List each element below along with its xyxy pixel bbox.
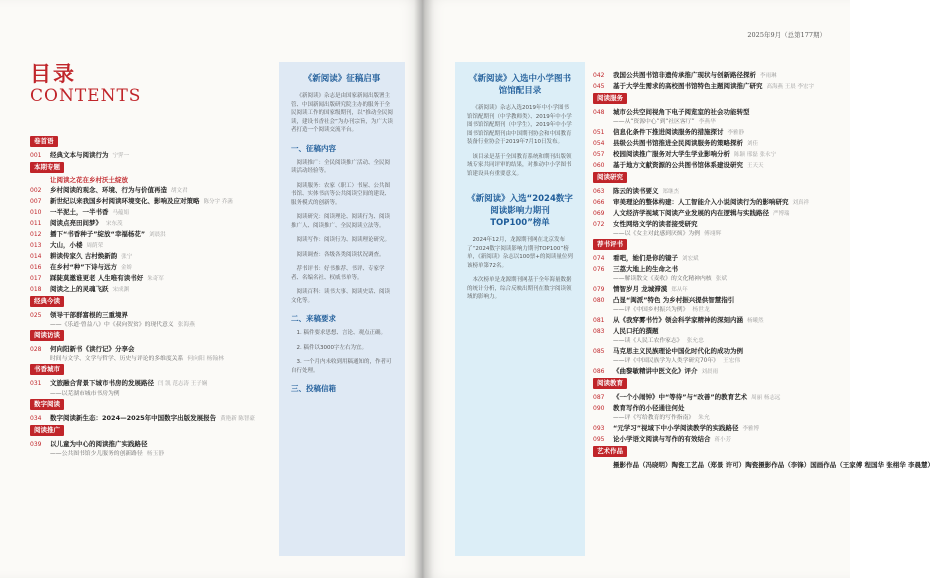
toc-entry: [593, 316, 821, 326]
toc-entry: [30, 345, 274, 354]
entry-author: 金娇: [121, 265, 133, 271]
entry-title: 以儿童为中心的阅读推广实践路径: [50, 440, 148, 448]
toc-entry: [30, 414, 274, 424]
entry-title: 乡村阅读的观念、环境、行为与价值再造: [50, 186, 167, 194]
page-number: 048: [593, 109, 605, 116]
entry-author: 刘晨雨: [701, 369, 719, 375]
page-number: 002: [30, 187, 42, 194]
section-header-row: [30, 296, 274, 310]
entry-title: 三荔大地上的生命之书: [613, 265, 678, 273]
page-number: 013: [30, 242, 42, 249]
cfp-p2: 阅读服务：农家（职工）书屋、公共图书馆、实体书店等公共阅读空间的建设、服务模式的创新等。: [291, 182, 391, 206]
panel2-title2: 《新阅读》入选“2024数字阅读影响力期刊TOP100”榜单: [467, 194, 573, 228]
entry-title: 女性网络文学的读者接受研究: [613, 220, 698, 228]
toc-entry: [593, 220, 821, 229]
section-label: 阅读服务: [593, 93, 627, 104]
toc-entry: [30, 379, 274, 389]
entry-subtitle: [593, 414, 821, 423]
section-header-row: [30, 162, 274, 176]
entry-title: 一半泥土，一半书香: [50, 208, 109, 216]
left-page: [0, 0, 423, 578]
toc-entry: [593, 161, 821, 171]
entry-title: 县级公共图书馆推进全民阅读服务的策略探析: [613, 139, 743, 147]
entry-title: 耕读传家久 古村焕新韵: [50, 252, 118, 260]
page-number: 031: [30, 380, 42, 387]
page-number: 085: [593, 348, 605, 355]
page-number: 011: [30, 220, 42, 227]
entry-author: 高海燕 王晨 李宏宇: [766, 84, 814, 90]
toc-entry: [593, 187, 821, 197]
cfp-p6: 荐书评书：好书推荐、书评、专家学者、名编名社、权威书单等。: [291, 266, 385, 281]
section-label: 阅读研究: [593, 172, 627, 183]
subtitle-text: ——《乐道·曾益八》中《叔向贺贫》的现代意义: [50, 322, 174, 328]
entry-author: 李燕华: [698, 119, 716, 125]
entry-author: 宁霁一: [112, 153, 130, 159]
entry-author: 杨世龙: [692, 307, 710, 313]
panel2-p2: 该目录是基于全国教育系统和期刊出版领域专家共同评审的结果，对推动中小学图书馆建设具有重要意义。: [467, 153, 572, 177]
entry-author: 刘真祥: [792, 200, 810, 206]
entry-title: 阅读之上的灵魂飞跃: [50, 285, 109, 293]
entry-author: 张斌: [715, 276, 728, 282]
toc-entry: [593, 254, 821, 264]
subtitle-text: ——以《女主对此感到厌烦》为例: [613, 231, 700, 237]
page-number: 014: [30, 253, 42, 260]
toc-entry: [593, 367, 821, 377]
page-number: 007: [30, 198, 42, 205]
entry-title: 论小学语文阅读与写作的有效结合: [613, 435, 711, 443]
entry-title: 教育写作的小径通往何处: [613, 404, 685, 412]
entry-author: 王天天: [747, 163, 764, 169]
subtitle-text: ——评《写给教育的写作指南》: [613, 415, 695, 421]
page-number: 039: [30, 441, 42, 448]
entry-author: 宋东茂: [106, 221, 123, 227]
toc-entry: [593, 327, 821, 336]
toc-entry: [593, 139, 821, 149]
page-number: 012: [30, 231, 42, 238]
entry-author: 严博瑞: [773, 211, 790, 217]
subtitle-text: ——解读散文《麦收》的文化精神内核: [613, 276, 712, 282]
toc-entry: [593, 82, 821, 92]
entry-subtitle: [593, 337, 821, 346]
entry-author: 周丽 杨志远: [751, 395, 781, 401]
cfp-h1: 一、征稿内容: [291, 143, 336, 153]
entry-title: 人民口托的撰题: [613, 327, 659, 335]
entry-author: 张允忠: [686, 338, 704, 344]
entry-author: 张海燕: [177, 322, 195, 328]
entry-author: 傅翊辉: [703, 231, 722, 237]
page-number: 086: [593, 368, 605, 375]
page-number: 018: [30, 286, 42, 293]
section-label: 荐书评书: [593, 239, 627, 250]
entry-title: 新世纪以来我国乡村阅读环境变化、影响及应对策略: [50, 197, 200, 205]
page-number: 083: [593, 328, 605, 335]
section-header-row: [30, 399, 274, 413]
section-header-row: [593, 93, 821, 107]
contents-title-en: CONTENTS: [30, 86, 142, 106]
entry-author: 朱奇军: [147, 276, 164, 282]
section-label: 阅读推广: [30, 425, 64, 436]
entry-author: 何向阳 杨翰林: [187, 356, 224, 362]
section-header-row: [30, 330, 274, 344]
entry-subtitle: [30, 390, 274, 399]
toc-entry: [30, 230, 274, 240]
entry-subtitle: [593, 230, 821, 239]
entry-title: 陈云的读书要义: [613, 187, 659, 195]
entry-author: 宋成渊: [112, 287, 130, 293]
page-number: 063: [593, 188, 605, 195]
entry-author: 郑从年: [671, 287, 688, 293]
entry-title: 从《我穿雾书竹》领会科学家精神的深刻内涵: [613, 316, 743, 324]
subtitle-text: ——读《人民工农作家志》: [613, 338, 683, 344]
toc-entry: [593, 393, 821, 403]
entry-author: 闫 凯 范志涛 王子娴: [158, 381, 208, 387]
toc-entry: [30, 197, 274, 207]
page-number: 093: [593, 425, 605, 432]
entry-title: 我国公共图书馆非遗传承推广现状与创新路径探析: [613, 71, 756, 79]
cfp-p4: 阅读写作：阅读行为、阅读理论研究。: [296, 237, 391, 243]
library-list-panel: [455, 62, 585, 556]
entry-title: 摄影作品（冯晓明）陶瓷工艺品（郑景 许可）陶瓷摄影作品（李锋）国画作品（王家傅 程国华 张栩华 李晨慧）: [613, 461, 934, 469]
entry-title: 领导干部群富根的三重境界: [50, 311, 128, 319]
subtitle-text: 时间与文学、文学与哲学、历史与评论的多维度关系: [50, 356, 184, 362]
toc-entry: [593, 71, 821, 81]
entry-title: 凸显“闽派”特色 为乡村振兴提供智慧指引: [613, 296, 735, 304]
page-number: 080: [593, 297, 605, 304]
subtitle-text: ——公共图书馆少儿服务的创新路径: [50, 451, 143, 457]
entry-title: 经典文本与阅读行为: [50, 151, 109, 159]
entry-author: 杨曦然: [747, 318, 764, 324]
panel2-title: 《新阅读》入选中小学图书馆馆配目录: [468, 74, 571, 96]
page-number: 001: [30, 152, 42, 159]
section-highlight: 让阅读之花在乡村沃土绽放: [50, 176, 128, 184]
toc-entry: [30, 311, 274, 320]
entry-author: 郑继杰: [662, 189, 680, 195]
entry-author: 朱允: [698, 415, 710, 421]
cfp-p3: 阅读研究：阅读理论、阅读行为、阅读推广人、阅读推广、全民阅读立法等。: [291, 214, 391, 229]
entry-subtitle: [593, 357, 821, 366]
entry-subtitle: [30, 450, 274, 459]
call-for-papers-panel: [279, 62, 405, 556]
section-header-row: [593, 239, 821, 253]
section-label: 艺术作品: [593, 446, 627, 457]
entry-author: 刘宏斌: [682, 256, 699, 262]
subtitle-text: ——从“资源中心”到“社区客厅”: [613, 119, 695, 125]
page-number: 074: [593, 255, 605, 262]
page-number: 045: [593, 83, 605, 90]
section-header-row: [593, 378, 821, 392]
entry-title: 数字阅读新生态：2024—2025年中国数字出版发展报告: [50, 414, 217, 422]
cfp-intro: 《新阅读》杂志是由国家新闻出版署主管、中国新闻出版研究院主办的服务于全民阅读工作的国家级期刊，以“推动全民阅读，建设书香社会”为办刊宗旨，为广大读者打造一个阅读交流平台。: [291, 93, 393, 133]
toc-entry: [30, 274, 274, 284]
subtitle-text: ——评《中国民族学为人类学研究70年》: [613, 358, 719, 364]
page-number: 016: [30, 264, 42, 271]
entry-author: 胡文君: [171, 188, 188, 194]
toc-entry: [593, 285, 821, 295]
toc-entry: [593, 404, 821, 413]
subtitle-text: ——以芜湖市城市书房为例: [50, 391, 120, 397]
toc-entry: [593, 435, 821, 445]
entry-title: 信息化条件下推进阅读服务的措施探讨: [613, 128, 724, 136]
toc-entry: [30, 186, 274, 196]
cfp-p1: 阅读推广：全民阅读推广活动、全民阅读活动经验等。: [291, 159, 391, 174]
section-header-row: [30, 425, 274, 439]
cfp-p9: 2. 稿件以3000字左右为宜。: [296, 344, 367, 351]
entry-subtitle: [593, 118, 821, 127]
section-header-row: [593, 172, 821, 186]
page-number: 066: [593, 199, 605, 206]
page-number: 054: [593, 140, 605, 147]
section-label: 本期专题: [30, 162, 64, 173]
toc-entry: [593, 150, 821, 160]
page-number: 057: [593, 151, 605, 158]
page-number: 051: [593, 129, 605, 136]
page-number: 072: [593, 221, 605, 228]
toc-entry: [593, 198, 821, 208]
page-number: 028: [30, 346, 42, 353]
toc-entry: [30, 208, 274, 218]
entry-author: 陈颖 邢磊 张永宁: [734, 152, 776, 158]
cfp-p7: 阅读百科：读书大事、阅读史话、阅读文化等。: [291, 289, 391, 304]
section-label: 阅读教育: [593, 378, 627, 389]
toc-entry: [30, 219, 274, 229]
entry-author: 李雅博: [742, 426, 760, 432]
entry-title: 看吧，她们是你的镜子: [613, 254, 678, 262]
cfp-p5: 阅读调查：各级各类阅读状况调查。: [296, 251, 385, 258]
entry-title: 基于大学生需求的高校图书馆特色主题阅读推广研究: [613, 82, 763, 90]
entry-author: 张宁: [121, 254, 133, 260]
page-number: 095: [593, 436, 605, 443]
toc-entry: [593, 209, 821, 219]
entry-title: 踩陡莫邀谁更老 人生唯有读书好: [50, 274, 144, 282]
entry-title: 情智岁月 龙城滞漠: [613, 285, 668, 293]
page-number: 025: [30, 312, 42, 319]
entry-author: 周荫荣: [86, 243, 104, 249]
toc-entry: [30, 252, 274, 262]
entry-author: 王宏伟: [722, 358, 741, 364]
entry-title: 审美理论的整体构建：人工智能介入小说阅读行为的影响研究: [613, 198, 789, 206]
entry-subtitle: [593, 306, 821, 315]
entry-title: 《曲黎敏精讲中医文化》评介: [613, 367, 698, 375]
toc-entry: [30, 285, 274, 295]
entry-author: 刘佳: [747, 141, 759, 147]
toc-entry: [30, 151, 274, 161]
section-label: 经典今读: [30, 296, 64, 307]
toc-entry: [30, 440, 274, 449]
entry-title: 在乡村“种”下诗与远方: [50, 263, 118, 271]
section-header-row: [30, 364, 274, 378]
entry-author: 黄艳新 陈智豪: [220, 416, 255, 422]
entry-author: 李雨琳: [760, 73, 777, 79]
toc-entry: [593, 347, 821, 356]
section-header-row: [593, 446, 821, 460]
entry-subtitle: [593, 275, 821, 284]
entry-title: 《一个小闹钟》中“等待”与“改善”的教育艺术: [613, 393, 748, 401]
entry-title: “元学习”视域下中小学阅读教学的实践路径: [613, 424, 739, 432]
entry-author: 陈分宇 乔菡: [203, 199, 233, 205]
panel2-p3: 2024年12月，龙源期刊网在北京发布了“2024数字阅读影响力期刊TOP100”榜单，《新阅读》杂志以100票+的阅读量位列该榜单第72名。: [467, 237, 573, 269]
page-number: 087: [593, 394, 605, 401]
entry-author: 杨玉静: [146, 451, 165, 457]
section-label: 阅读访谈: [30, 330, 64, 341]
entry-title: 何向阳新书《读行记》分享会: [50, 345, 135, 353]
cfp-title: 《新阅读》征稿启事: [303, 74, 381, 84]
page-number: 076: [593, 266, 605, 273]
entry-title: 播下“书香种子”绽放“幸福杨花”: [50, 230, 146, 238]
page-number: 081: [593, 317, 605, 324]
page-number: 069: [593, 210, 605, 217]
cfp-h3: 三、投稿信箱: [291, 384, 336, 393]
cfp-p8: 1. 稿件要求思想、言论、观点正确。: [296, 330, 386, 336]
toc-entry: [593, 461, 934, 470]
entry-title: 人文经济学视域下阅读产业发展的内在逻辑与实践路径: [613, 209, 769, 217]
entry-subtitle: [30, 355, 274, 364]
page-number: 079: [593, 286, 605, 293]
page-number: 034: [30, 415, 42, 422]
panel2-p4: 本次榜单是龙源期刊网基于全年海量数据的统计分析，综合反映出期刊在数字阅读领域的影响力。: [467, 277, 572, 300]
toc-entry: [593, 296, 821, 305]
subtitle-text: ——评《中国乡村振兴为例》: [613, 307, 689, 313]
cfp-p10: 3. 一个月内未收到用稿通知的，作者可自行处理。: [291, 359, 392, 374]
page-number: 060: [593, 162, 605, 169]
section-label: 书香城市: [30, 364, 64, 375]
right-contents-list: [593, 70, 934, 471]
entry-title: 校园阅读推广服务对大学生学业影响分析: [613, 150, 730, 158]
entry-author: 刘晨洪: [149, 232, 166, 238]
page-number: 042: [593, 72, 605, 79]
entry-author: 马蕴娟: [112, 210, 130, 216]
toc-entry: [593, 265, 821, 274]
left-contents-list: [30, 136, 274, 459]
issue-header: 2025年9月（总第177期）: [747, 31, 826, 39]
section-header-row: [30, 136, 274, 150]
cfp-h2: 二、来稿要求: [291, 314, 336, 323]
entry-author: 蒋小芳: [714, 437, 732, 443]
entry-subtitle: [30, 321, 274, 330]
section-label: 数字阅读: [30, 399, 64, 410]
page-number: 010: [30, 209, 42, 216]
toc-entry: [30, 263, 274, 273]
toc-entry: [593, 108, 821, 117]
page-number: 017: [30, 275, 42, 282]
contents-title-cn: 目录: [30, 61, 76, 86]
entry-title: 城市公共空间视角下电子阅览室的社会功能转型: [613, 108, 750, 116]
panel2-p1: 《新阅读》杂志入选2019年中小学图书馆馆配期刊（中学教师类）、2019年中小学图书馆馆配期刊（中学生），2019年中小学图书馆馆配期刊由中国期刊协会和中国教育装备行业协会于2019年7月10日发布。: [467, 105, 572, 145]
toc-entry: [593, 424, 821, 434]
section-label: 卷首语: [30, 136, 58, 147]
entry-title: 阅读点亮田间梦》: [50, 219, 102, 227]
toc-entry: [593, 128, 821, 138]
entry-author: 李雅静: [727, 130, 745, 136]
toc-entry: [30, 241, 274, 251]
entry-title: 大山，小楼: [50, 241, 83, 249]
page-number: 090: [593, 405, 605, 412]
entry-title: 文旅融合背景下城市书房的发展路径: [50, 379, 154, 387]
entry-title: 马克思主义民族理论中国化时代化的成功为例: [613, 347, 743, 355]
entry-title: 基于地方文献资源的公共图书馆体系建设研究: [613, 161, 743, 169]
